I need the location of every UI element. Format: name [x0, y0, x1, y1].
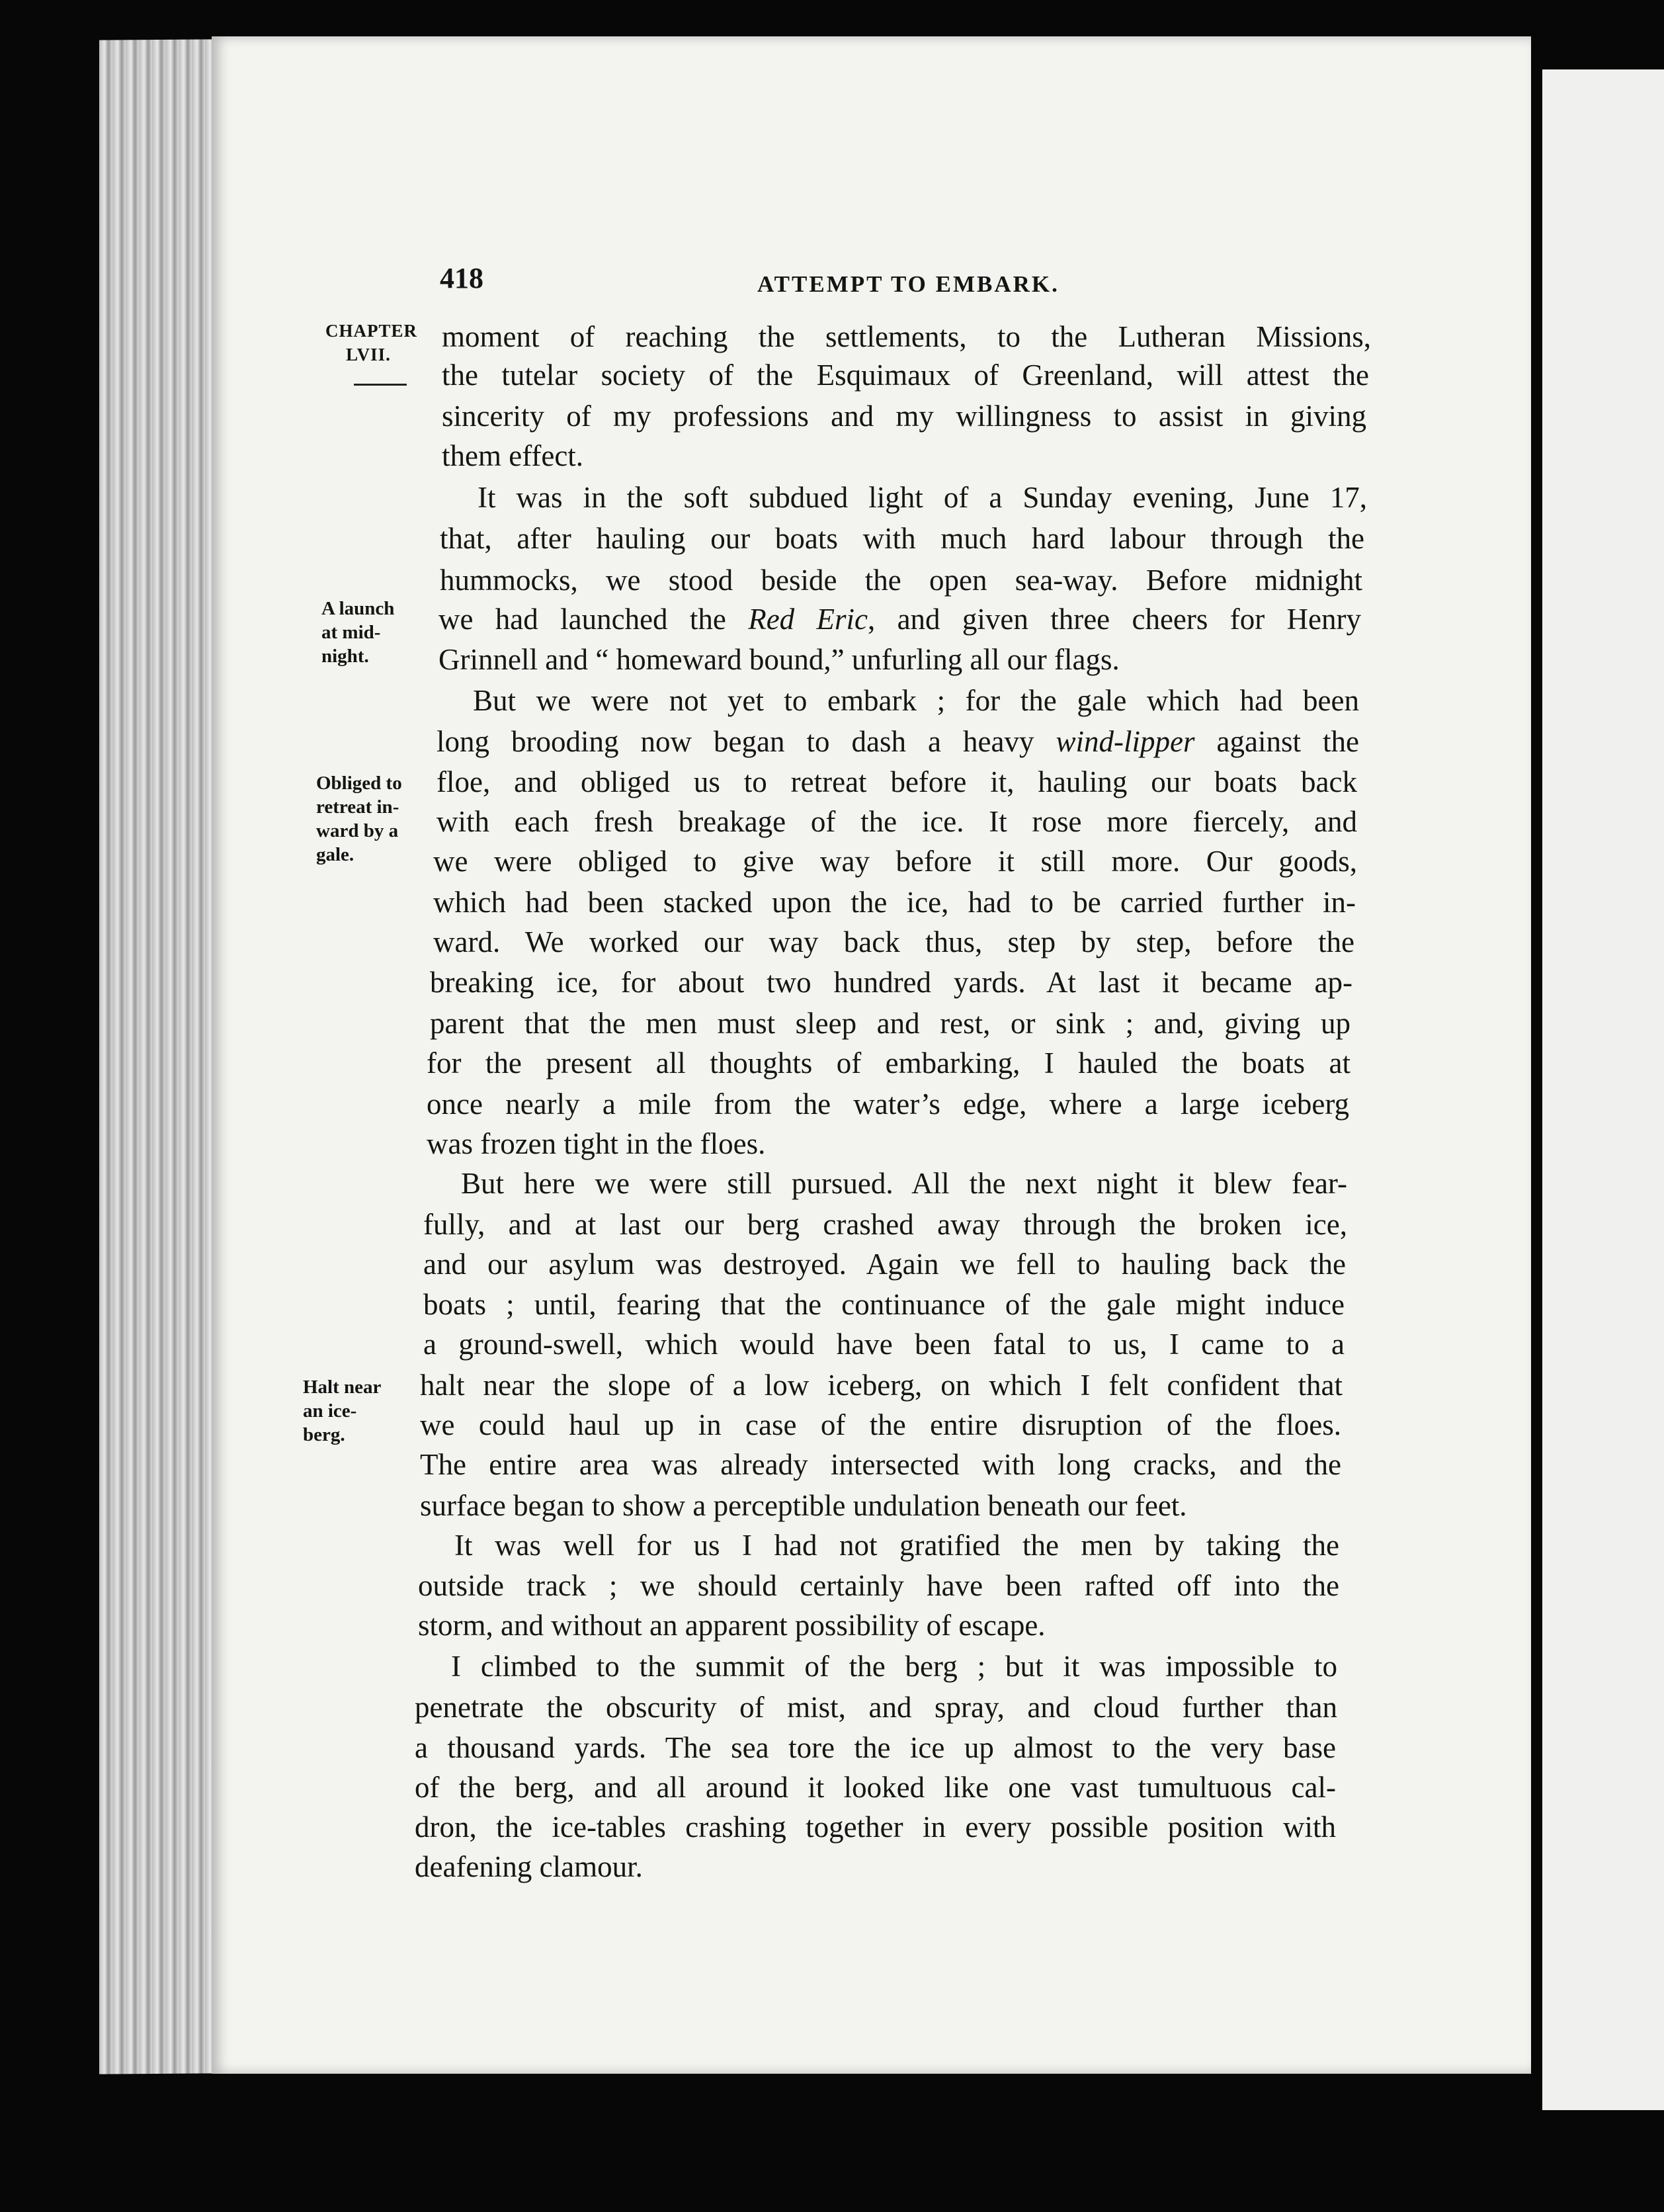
- facing-page-edge: [1542, 69, 1664, 2110]
- text-line: we were obliged to give way before it still more. Our goods,: [433, 845, 1357, 878]
- text-line: breaking ice, for about two hundred yards. At last it became ap-: [430, 966, 1352, 999]
- stacked-page-edges: [99, 39, 218, 2074]
- text-line: outside track ; we should certainly have been rafted off into the: [418, 1569, 1339, 1602]
- text-line: hummocks, we stood beside the open sea-way. Before midnight: [440, 564, 1362, 597]
- text-line: storm, and without an apparent possibility of escape.: [418, 1609, 1046, 1642]
- text-line: we could haul up in case of the entire disruption of the floes.: [420, 1408, 1341, 1441]
- text-line: was frozen tight in the floes.: [427, 1127, 766, 1160]
- side-note-obliged: Obliged to retreat in- ward by a gale.: [316, 773, 402, 865]
- text-line: that, after hauling our boats with much hard labour through the: [440, 522, 1364, 555]
- text-line: once nearly a mile from the water’s edge, where a large iceberg: [427, 1087, 1349, 1121]
- text-line: boats ; until, fearing that the continuance of the gale might induce: [423, 1288, 1345, 1321]
- text-line: But here we were still pursued. All the next night it blew fear-: [461, 1167, 1347, 1200]
- text-line: which had been stacked upon the ice, had to be carried further in-: [433, 886, 1356, 919]
- text-line: floe, and obliged us to retreat before it, hauling our boats back: [437, 765, 1357, 798]
- text-line: fully, and at last our berg crashed away through the broken ice,: [423, 1208, 1347, 1241]
- text-line: surface began to show a perceptible undulation beneath our feet.: [420, 1489, 1187, 1522]
- text-line: with each fresh breakage of the ice. It rose more fiercely, and: [437, 805, 1357, 838]
- page-number: 418: [440, 262, 483, 294]
- text-line: penetrate the obscurity of mist, and spray, and cloud further than: [415, 1691, 1337, 1724]
- text-line: But we were not yet to embark ; for the gale which had been: [473, 684, 1359, 717]
- text-line: long brooding now began to dash a heavy wind-lipper against the: [437, 725, 1359, 758]
- text-line: them effect.: [442, 439, 584, 472]
- side-note-launch: A launch at mid- night.: [321, 598, 395, 667]
- text-line: parent that the men must sleep and rest, or sink ; and, giving up: [430, 1007, 1351, 1040]
- text-line: It was in the soft subdued light of a Sunday evening, June 17,: [478, 481, 1367, 514]
- text-line: halt near the slope of a low iceberg, on which I felt confident that: [420, 1369, 1343, 1402]
- text-line: and our asylum was destroyed. Again we fell to hauling back the: [423, 1248, 1346, 1281]
- text-line: moment of reaching the settlements, to the Lutheran Missions,: [442, 320, 1371, 353]
- text-line: sincerity of my professions and my willingness to assist in giving: [442, 400, 1366, 433]
- text-line: deafening clamour.: [415, 1850, 643, 1883]
- text-line: dron, the ice-tables crashing together in every possible position with: [415, 1810, 1336, 1844]
- text-line: ward. We worked our way back thus, step by step, before the: [433, 925, 1354, 958]
- chapter-label: CHAPTER LVII.: [325, 321, 418, 364]
- text-line: the tutelar society of the Esquimaux of Greenland, will attest the: [442, 359, 1369, 392]
- text-line: a thousand yards. The sea tore the ice up almost to the very base: [415, 1731, 1336, 1764]
- chapter-rule: [354, 384, 407, 386]
- text-line: I climbed to the summit of the berg ; but it was impossible to: [451, 1650, 1337, 1683]
- text-line: a ground-swell, which would have been fatal to us, I came to a: [423, 1328, 1345, 1361]
- text-line: The entire area was already intersected with long cracks, and the: [420, 1448, 1341, 1481]
- text-line: for the present all thoughts of embarking, I hauled the boats at: [427, 1046, 1351, 1080]
- text-line: of the berg, and all around it looked like one vast tumultuous cal-: [415, 1771, 1336, 1804]
- text-line: It was well for us I had not gratified the men by taking the: [454, 1529, 1339, 1562]
- side-note-halt: Halt near an ice- berg.: [303, 1377, 382, 1445]
- text-line: Grinnell and “ homeward bound,” unfurling all our flags.: [438, 643, 1120, 676]
- text-line: we had launched the Red Eric, and given three cheers for Henry: [438, 603, 1361, 636]
- running-head: ATTEMPT TO EMBARK.: [757, 271, 1060, 297]
